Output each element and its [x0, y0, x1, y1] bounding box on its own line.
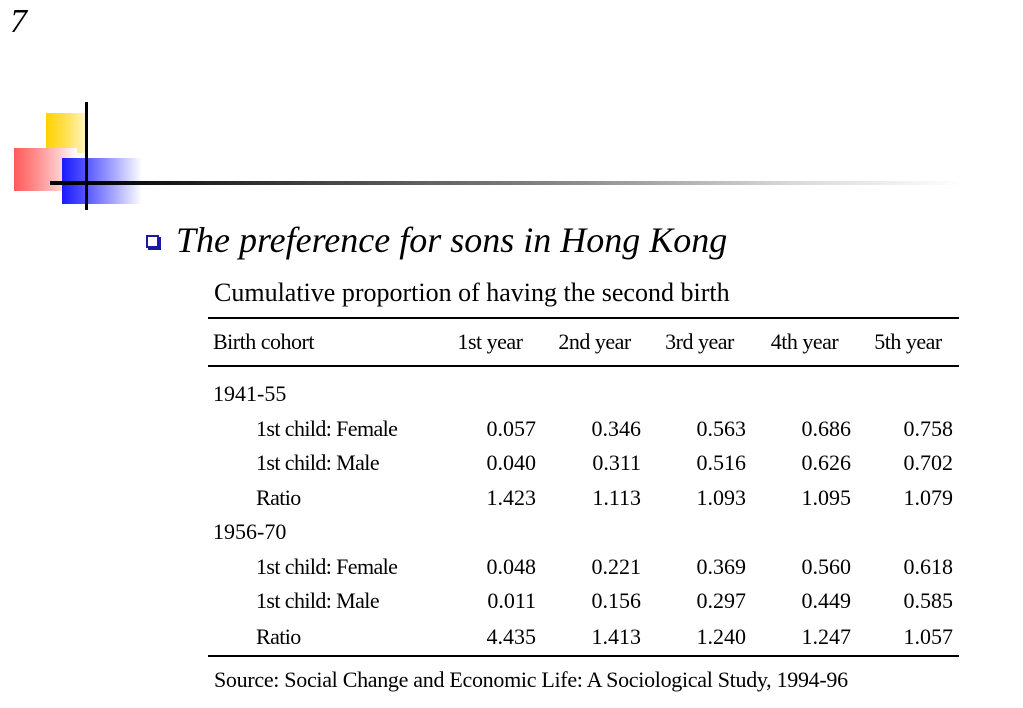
- table-cell: 0.011: [487, 588, 536, 614]
- column-header: 5th year: [874, 329, 942, 354]
- row-label: 1st child: Male: [256, 450, 379, 476]
- table-cell: 0.221: [591, 553, 641, 579]
- slide-heading: The preference for sons in Hong Kong: [176, 220, 728, 260]
- table-cell: 0.369: [696, 553, 746, 579]
- cohort-label: 1941-55: [213, 381, 287, 407]
- table-cell: 0.585: [903, 588, 953, 614]
- table-cell: 0.563: [696, 415, 746, 441]
- cohort-label: 1956-70: [213, 519, 287, 545]
- table-cell: 0.702: [903, 450, 953, 476]
- row-label: 1st child: Male: [256, 588, 379, 614]
- table-cell: 1.247: [752, 619, 857, 656]
- source-note: Source: Social Change and Economic Life: A Sociological Study, 1994-96: [214, 667, 848, 692]
- row-label: Ratio: [208, 619, 438, 656]
- table-cell: 0.626: [801, 450, 851, 476]
- table-cell: 1.423: [486, 484, 536, 510]
- table-cell: 0.048: [486, 553, 536, 579]
- table-cell: 1.113: [592, 484, 641, 510]
- cohort-row: [208, 377, 959, 412]
- data-table-container: [208, 317, 959, 657]
- table-cell: 0.516: [696, 450, 746, 476]
- table-cell: 0.297: [696, 588, 746, 614]
- row-label: 1st child: Female: [256, 415, 398, 441]
- table-cell: 1.093: [696, 484, 746, 510]
- table-cell: 0.449: [801, 588, 851, 614]
- title-divider: [86, 181, 966, 185]
- column-header: 3rd year: [665, 329, 734, 354]
- table-cell: 1.057: [857, 619, 959, 656]
- row-label: 1st child: Female: [256, 553, 398, 579]
- table-header-row: [208, 318, 959, 366]
- column-header: 4th year: [770, 329, 839, 354]
- table-cell: 0.156: [591, 588, 641, 614]
- column-header: 1st year: [457, 329, 523, 354]
- logo-horizontal-line: [50, 181, 90, 185]
- table-cell: 1.240: [647, 619, 752, 656]
- table-cell: 0.560: [801, 553, 851, 579]
- table-cell: 0.346: [591, 415, 641, 441]
- slide-number: 7: [10, 3, 27, 40]
- table-cell: 0.686: [801, 415, 851, 441]
- table-cell: 0.311: [592, 450, 641, 476]
- logo-vertical-line: [85, 102, 88, 210]
- table-row: [208, 446, 959, 481]
- second-birth-table: [208, 317, 959, 657]
- table-row: [208, 619, 959, 656]
- column-header: 2nd year: [558, 329, 631, 354]
- table-cell: 1.095: [801, 484, 851, 510]
- table-row: [208, 550, 959, 585]
- table-cell: 0.040: [486, 450, 536, 476]
- table-cell: 4.435: [438, 619, 542, 656]
- table-row: [208, 584, 959, 619]
- row-label: Ratio: [256, 484, 301, 510]
- cohort-row: [208, 515, 959, 550]
- logo-yellow-square: [46, 113, 86, 153]
- table-title: Cumulative proportion of having the second birth: [214, 278, 730, 307]
- square-bullet-icon: [146, 235, 159, 248]
- column-header: Birth cohort: [213, 329, 314, 354]
- table-row: [208, 481, 959, 516]
- table-cell: 0.618: [903, 553, 953, 579]
- table-row: [208, 412, 959, 447]
- table-cell: 0.057: [486, 415, 536, 441]
- table-cell: 1.413: [542, 619, 647, 656]
- table-cell: 0.758: [903, 415, 953, 441]
- table-cell: 1.079: [903, 484, 953, 510]
